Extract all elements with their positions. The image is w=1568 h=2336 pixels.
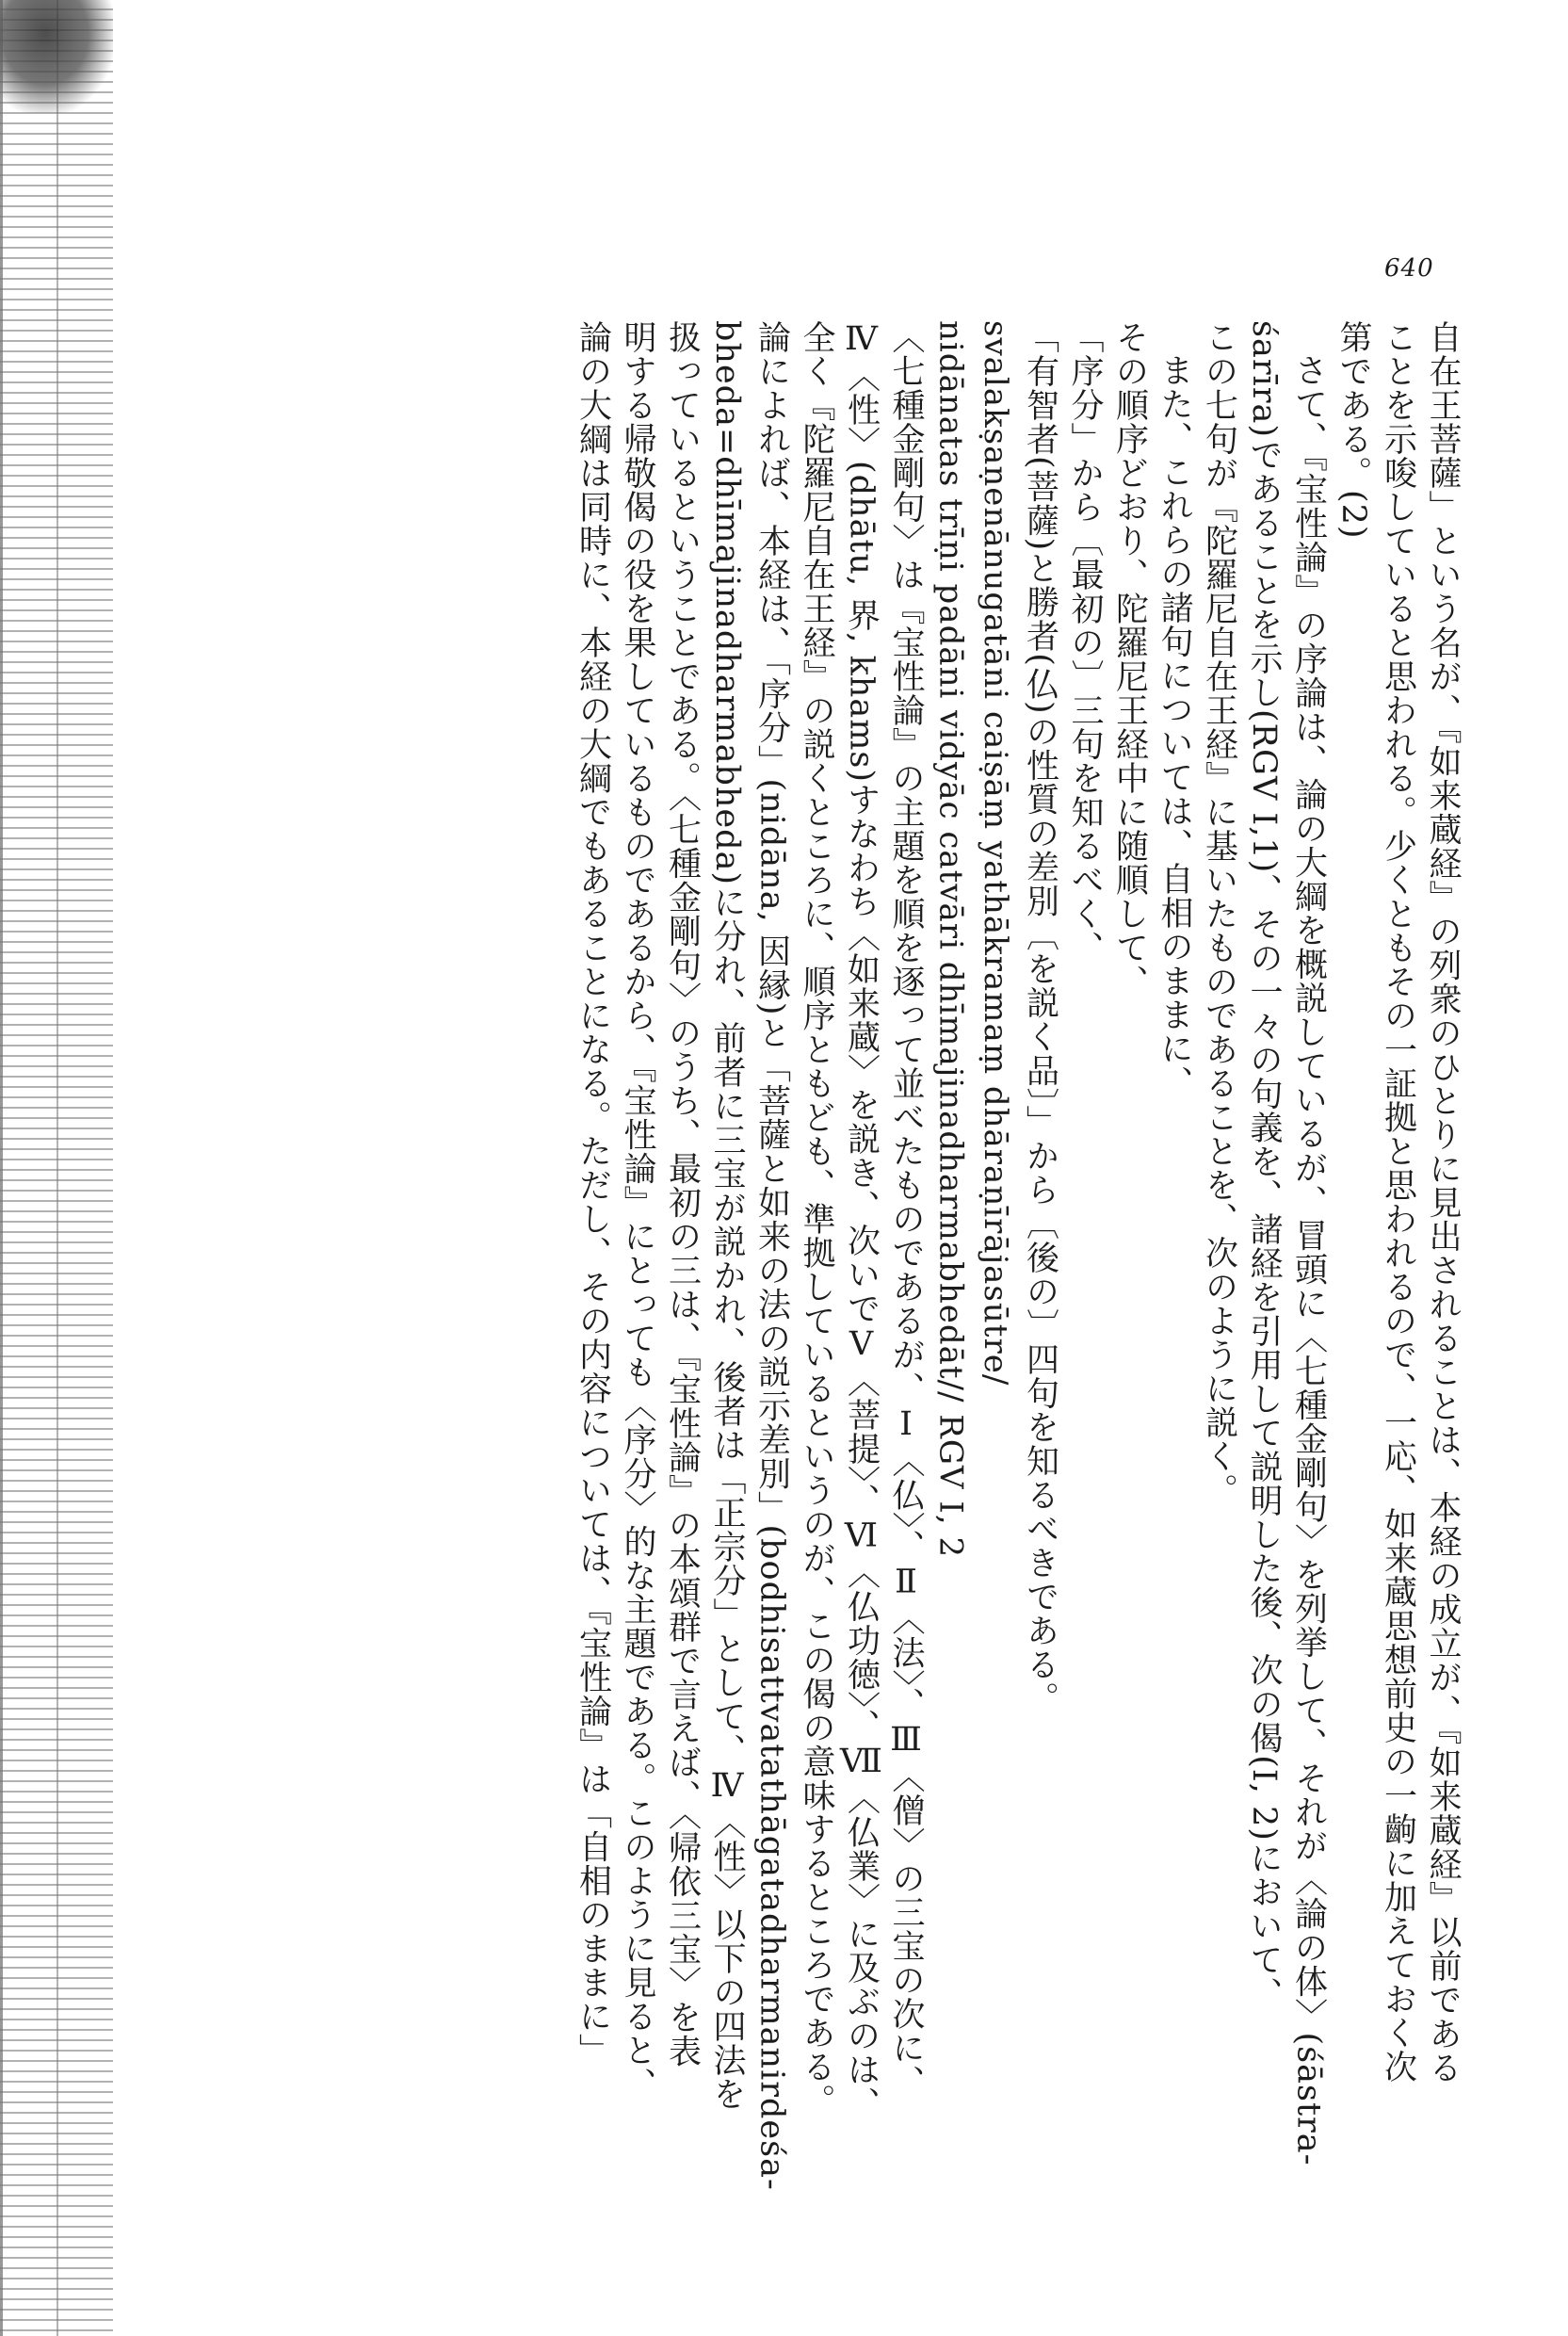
sanskrit-verse-line: svalakṣaṇenānugatāni caiṣāṃ yathākramaṃ dhāraṇīrājasūtre/ — [977, 320, 1014, 1387]
text-line: bheda=dhīmajinadharmabheda)に分れ、前者に三宝が説かれ、後者は「正宗分」として、Ⅳ〈性〉以下の四法を — [708, 320, 746, 2112]
verse-line: 「有智者(菩薩)と勝者(仏)の性質の差別〔を説く品〕」から〔後の〕四句を知るべきである。 — [1021, 320, 1059, 1716]
text-line: Ⅳ〈性〉(dhātu, 界, khams)すなわち〈如来蔵〉を説き、次いでⅤ〈菩提〉、Ⅵ〈仏功徳〉、Ⅶ〈仏業〉に及ぶのは、 — [842, 320, 881, 2120]
text-line: 自在王菩薩」という名が、『如来蔵経』の列衆のひとりに見出されることは、本経の成立が、『如来蔵経』以前である — [1424, 320, 1462, 2085]
text-line: 〈七種金剛句〉は『宝性論』の主題を順を逐って並べたものであるが、Ⅰ〈仏〉、Ⅱ〈法〉、Ⅲ〈僧〉の三宝の次に、 — [887, 320, 925, 2099]
text-line: さて、『宝性論』の序論は、論の大綱を概説しているが、冒頭に〈七種金剛句〉を列挙して、それが〈論の体〉(śāstra- — [1289, 353, 1328, 2166]
text-line: 扱っているということである。〈七種金剛句〉のうち、最初の三は、『宝性論』の本頌群で言えば、〈帰依三宝〉を表 — [663, 320, 702, 2068]
verse-line: また、これらの諸句については、自相のままに、 — [1156, 353, 1193, 1099]
verse-line: その順序どおり、陀羅尼王経中に随順して、 — [1110, 320, 1149, 998]
sanskrit-verse-line: nidānatas trīṇi padāni vidyāc catvāri dhīmajinadharmabhedāt// RGV I, 2 — [931, 320, 970, 1559]
verse-line: 「序分」から〔最初の〕三句を知るべく、 — [1066, 320, 1104, 965]
text-line: 論によれば、本経は、「序分」(nidāna, 因縁)と「菩薩と如来の法の説示差別」(bodhisattvatathāgatadharmanirdeśa- — [752, 320, 791, 2191]
text-line: 第である。(2) — [1334, 320, 1372, 540]
text-line: この七句が『陀羅尼自在王経』に基いたものであることを、次のように説く。 — [1200, 320, 1238, 1507]
scan-ink-mark — [0, 0, 113, 113]
binding-gutter-shadow — [0, 0, 113, 2336]
text-line: 明する帰敬偈の役を果しているものであるから、『宝性論』にとっても〈序分〉的な主題である。このように見ると、 — [619, 320, 656, 2101]
text-line: śarīra)であることを示し(RGV I,1)、その一々の句義を、諸経を引用して説明した後、次の偈(I, 2)において、 — [1245, 320, 1283, 2011]
text-line: 論の大綱は同時に、本経の大綱でもあることになる。ただし、その内容については、『宝性論』は「自相のままに」 — [574, 320, 612, 2068]
text-line: 全く『陀羅尼自在王経』の説くところに、順序ともども、準拠しているというのが、この偈の意味するところである。 — [798, 320, 835, 2117]
page-number: 640 — [1384, 254, 1434, 283]
vertical-body-text — [240, 320, 1464, 2214]
text-line: ことを示唆していると思われる。少くともその一証拠と思われるので、一応、如来蔵思想前史の一齣に加えておく次 — [1379, 320, 1417, 2084]
